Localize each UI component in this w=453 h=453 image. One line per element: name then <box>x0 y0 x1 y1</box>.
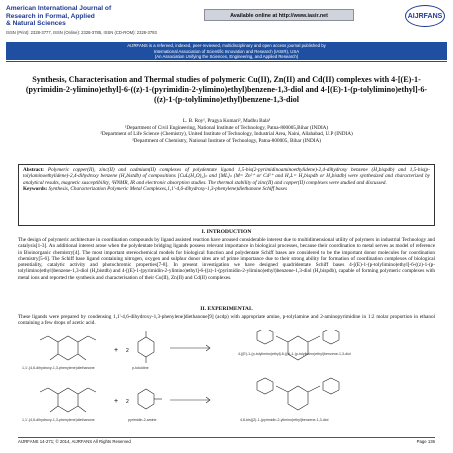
toluidine-ring <box>138 337 154 357</box>
affiliation: ²Department of Life Science (Chemistry), United Institute of Technology, Industrial Area, Naini, Allahabad, U.P (INDIA) <box>100 131 353 138</box>
benzene-ring <box>58 336 78 360</box>
keywords-text: Synthesis, Characterization Polymeric Metal Complexes,1,1'-4,6-dihydroxy-1,3-phenylene)diethanone Schiff bases <box>48 186 287 193</box>
plus-sign: + <box>114 398 119 405</box>
banner-line: International Association of Scientific Innovation and Research (IASIR), USA <box>153 48 300 54</box>
benzene-ring <box>58 388 78 412</box>
experimental-paragraph: These ligands were prepared by condensing 1,1'-4,6-dihydroxy-1,3-phenylene]diethanone[9] (acdp) with appropriate amine, p-tolylamine and 2-aminopyrimidine in 1:2 molar proportion in ethanol containing a few drops of acetic acid. <box>18 314 435 327</box>
banner-line: (An Association Unifying the Sciences, Engineering, and Applied Research) <box>154 54 299 60</box>
reaction-scheme <box>18 330 435 432</box>
author-names: L. B. Roy¹, Pragya Kumari², Madhu Bala³ <box>182 118 271 124</box>
compound-label: p-toluidine <box>132 366 149 370</box>
compound-label: pyrimidin-2-amine <box>128 418 157 422</box>
banner-line: AIJRFANS is a refereed, indexed, peer-reviewed, multidisciplinary and open access journal published by <box>127 43 326 48</box>
plus-sign: + <box>114 347 119 354</box>
section-heading-introduction: I. INTRODUCTION <box>201 229 252 235</box>
reaction-scheme-drawing <box>18 330 435 432</box>
journal-logo: AIJRFANS <box>405 5 445 27</box>
introduction-paragraph: The design of polymeric architecture in coordination compounds by ligand assisted reaction have aroused considerable interest due to multidimensional utility of polymers in industrial Technology and catalysis[1-3]. An additional interest arose when the polydentate bridging ligands possess relevant importance in biological processes, because their coordination to metal serves as model of reference in Bioinorganic chemistry[4]. The most important stereochemical models for biological function and polydentate Schiff bases are considered to be the important donor molecules for coordination chemistry[5-6]. The Schiff base ligand containing nitrogen, oxygen and sulphur donor sites are of prime importance due to their strong ability for formation of coordination complexes of biological potentiality, catalytic activity and photochromic properties[7-8]. In present investigation we have designed quadridentate Schiff bases 4-[(E)-1-(p-tolylimino)ethyl]-6-((z)-1-(p-tolylimino)ethyl)benzene-1,3-diol (H₂bistdb) and 4-[(E)-1-(pyrimidin-2-ylimino)ethyl]-6-((z)-1-(pyrimidin-2-ylimino)ethyl)benzene-1,3-diol (H₂bispdb), capable of forming polymeric complexes with metal ions and reported the synthesis and characterisation of their Cu(II), Zn(II) and Cd(II) complexes. <box>18 237 435 281</box>
journal-banner <box>6 42 447 60</box>
product-ring <box>288 336 308 360</box>
author-block <box>18 118 435 144</box>
issn-line: ISSN (Print): 2328-3777, ISSN (Online): 2328-3785, ISSN (CD-ROM): 2328-3793 <box>6 29 157 35</box>
footer-copyright: AIJRFANS 14-271; © 2014, AIJRFANS All Rights Reserved <box>18 439 131 444</box>
section-heading-experimental: II. EXPERIMENTAL <box>200 306 253 312</box>
paper-title: Synthesis, Characterisation and Thermal studies of polymeric Cu(II), Zn(II) and Cd(II) complexes with 4-[(E)-1-(pyrimidin-2-ylimino)ethyl]-6-((z)-1-(pyrimidin-2-ylimino)ethyl)benzene-1,3-diol and 4-[(E)-1-(p-tolylimino)ethyl]-6-((z)-1-(p-tolylimino)ethyl)benzene-1,3-diol <box>25 75 428 105</box>
abstract-text: Polymeric copper(II), zinc(II) and cadmium(II) complexes of polydentate ligand 1,5-bis(2-pyrimidinoaminoethylidene)-2,4-dihydroxy benzene (H₂bispdb) and 1,5-bis(p-tolylaminoethylidene)-2,4-dihydroxy benzene (H₂bistdb) of compositions [CuL(H₂O)₂]ₙ and [ML]ₙ (M= Zn²⁺ or Cd²⁺ and H₂L= H₂bispdb or H₂bistdb) were synthesized and characterized by analytical results, magnetic susceptibility, ¹HNMR, IR and electronic absorption studies. The thermal stability of zinc(II) and copper(II) complexes were studied and discussed. <box>23 167 431 186</box>
compound-label: 4,6-bis[(Z)-1-(pyrimidin-2-ylimino)ethyl]benzene-1,3-diol <box>240 418 329 422</box>
stoich-coefficient: 2 <box>126 348 129 354</box>
footer-page-number: Page 136 <box>416 439 435 444</box>
pyrimidine-ring <box>138 389 154 409</box>
stoich-coefficient: 2 <box>126 399 129 405</box>
affiliation: ³Department of Chemistry, National Institute of Technology, Patna-800005, Bihar (INDIA) <box>132 137 321 144</box>
header-divider <box>6 61 447 62</box>
journal-title-block <box>6 5 156 35</box>
journal-title-line: Research in Formal, Applied <box>6 12 95 20</box>
journal-title-line: American International Journal of <box>6 5 112 12</box>
compound-label: 1,1'-(4,6-dihydroxy-1,3-phenylene)diethanone <box>22 366 95 370</box>
page-footer <box>18 437 435 446</box>
available-online-link[interactable]: Available online at http://www.iasir.net <box>204 9 354 21</box>
compound-label: 1,1'-(4,6-dihydroxy-1,3-phenylene)diethanone <box>22 418 95 422</box>
product-ring <box>288 386 308 410</box>
compound-label: 4-[(E)-1-(p-tolylimino)ethyl]-6-((z)-1-(p-tolylimino)ethyl)benzene-1,3-diol <box>238 352 351 356</box>
affiliation: ¹Department of Civil Engineering, National Institute of Technology, Patna-800005,Bihar (INDIA) <box>124 124 329 131</box>
journal-title-line: & Natural Sciences <box>6 20 66 28</box>
keywords-label: Keywords: <box>23 186 48 193</box>
abstract-box <box>18 164 435 226</box>
abstract-label: Abstract: <box>23 167 45 173</box>
